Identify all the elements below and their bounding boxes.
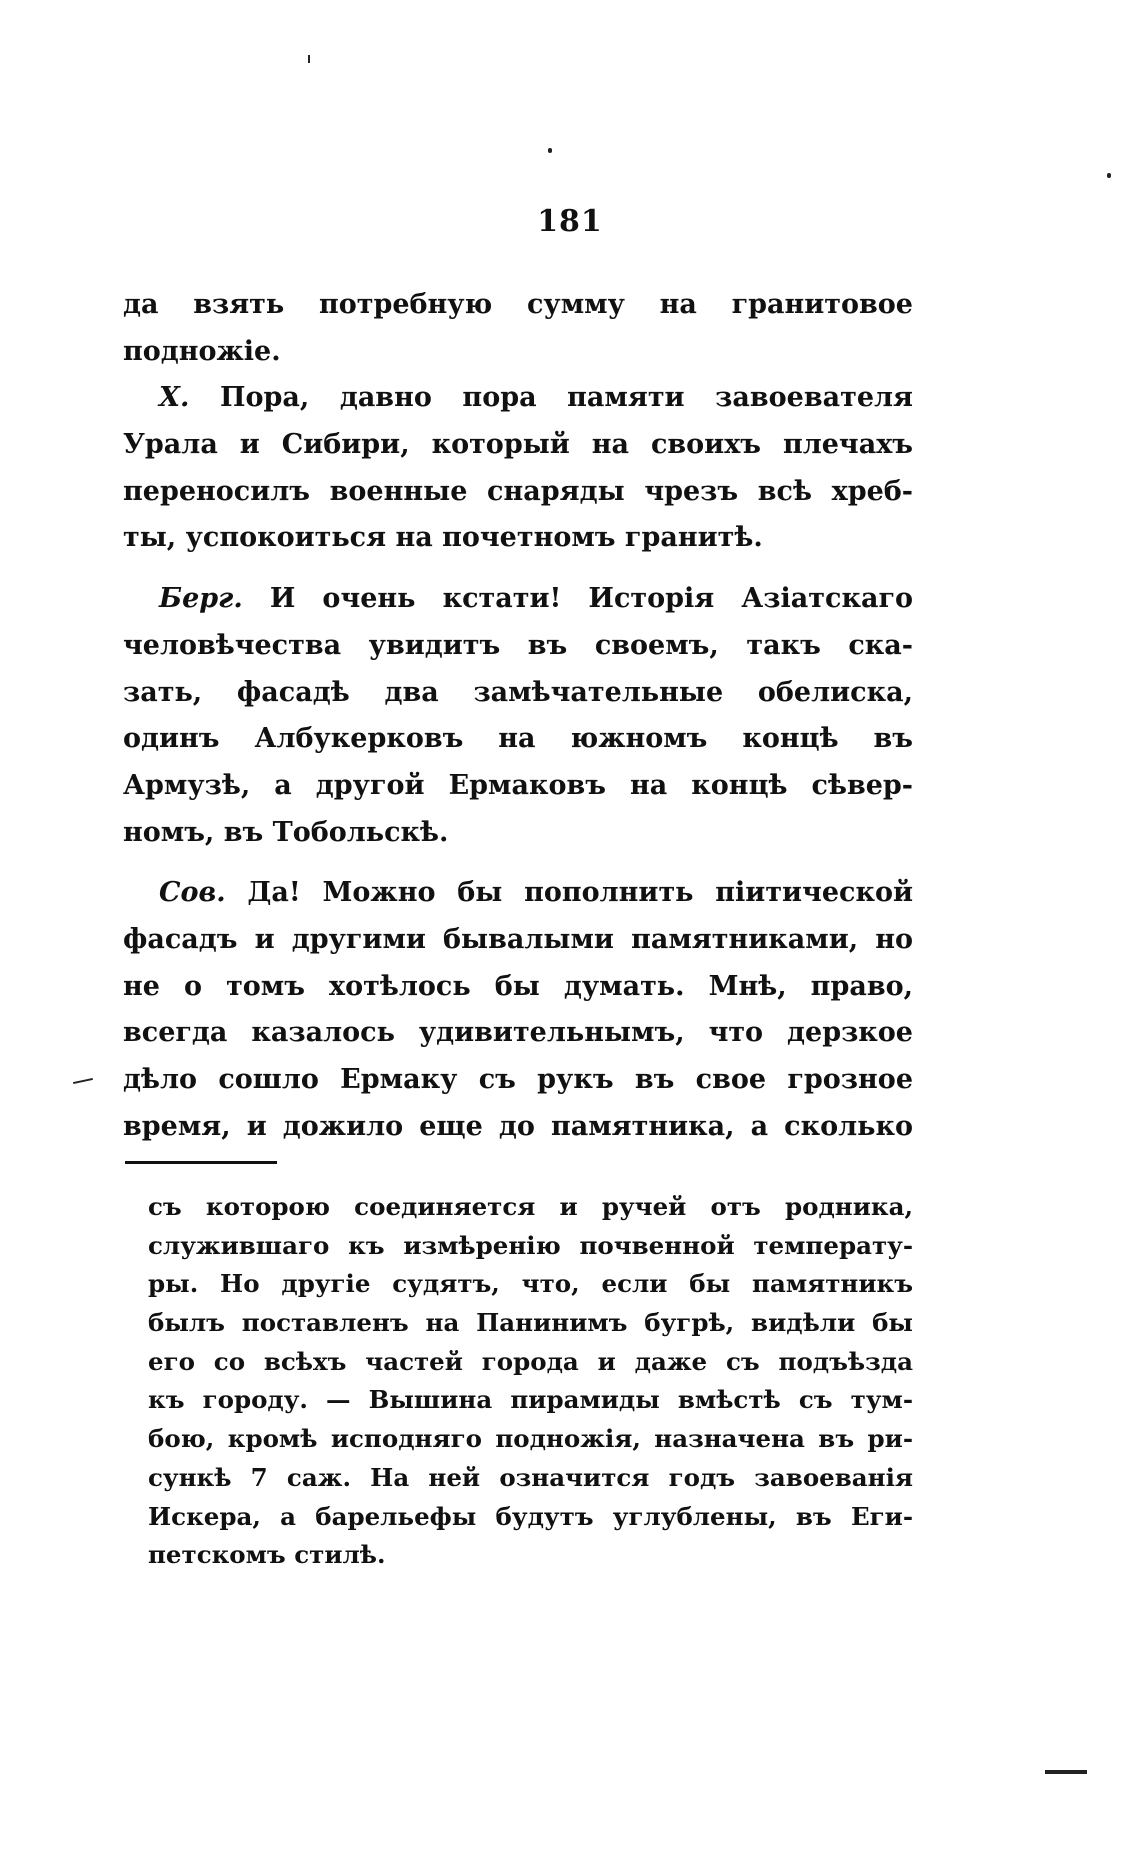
line-text: Урала и Сибири, который на своихъ плечахъ xyxy=(123,429,913,461)
line-text: И очень кстати! Исторія Азіатскаго xyxy=(242,583,913,615)
text-line xyxy=(123,329,913,376)
paragraph-gap xyxy=(123,562,913,576)
line-text: не о томъ хотѣлось бы думать. Мнѣ, право, xyxy=(123,970,913,1002)
main-text xyxy=(123,282,913,1150)
line-text: переносилъ военные снаряды чрезъ всѣ хреб- xyxy=(123,475,913,507)
text-line xyxy=(123,716,913,763)
footnote-line: сункѣ 7 саж. На ней означится годъ завоеванія xyxy=(148,1462,913,1492)
footnote-divider xyxy=(125,1161,277,1164)
text-line xyxy=(123,576,913,623)
footnote-line: Искера, а барельефы будутъ углублены, въ Еги- xyxy=(148,1501,913,1531)
footnote-line: съ которою соединяется и ручей отъ родника, xyxy=(148,1192,913,1221)
footnote-line: ры. Но другіе судятъ, что, если бы памятникъ xyxy=(148,1269,913,1299)
text-line xyxy=(123,282,913,329)
scan-stroke xyxy=(73,1078,93,1084)
text-line xyxy=(123,1057,913,1104)
line-text: Пора, давно пора памяти завоевателя xyxy=(189,382,913,414)
line-text: подножіе. xyxy=(123,335,281,367)
line-text: номъ, въ Тобольскѣ. xyxy=(123,816,449,848)
scan-speck xyxy=(1107,173,1111,178)
footnote-line: къ городу. — Вышина пирамиды вмѣстѣ съ тум- xyxy=(148,1385,913,1415)
scan-speck xyxy=(548,148,552,153)
text-line xyxy=(123,469,913,516)
scan-stroke xyxy=(1045,1770,1087,1774)
text-line xyxy=(123,763,913,810)
line-text: Да! Можно бы пополнить піитической xyxy=(225,877,913,909)
text-line xyxy=(123,515,913,562)
line-text: дѣло сошло Ермаку съ рукъ въ свое грозное xyxy=(123,1064,913,1095)
text-line xyxy=(123,1104,913,1151)
line-text: человѣчества увидитъ въ своемъ, такъ ска- xyxy=(123,629,913,661)
scan-speck xyxy=(308,55,310,63)
speaker-name: Х. xyxy=(159,382,190,414)
line-text: да взять потребную сумму на гранитовое xyxy=(123,289,913,320)
footnote-line: петскомъ стилѣ. xyxy=(148,1540,386,1570)
text-line xyxy=(123,623,913,670)
line-text: зать, фасадѣ два замѣчательные обелиска, xyxy=(123,676,913,708)
line-text: всегда казалось удивительнымъ, что дерзкое xyxy=(123,1017,913,1049)
footnote-text xyxy=(148,1188,913,1575)
text-line xyxy=(123,870,913,917)
footnote-line: служившаго къ измѣренію почвенной температу- xyxy=(148,1230,913,1260)
line-text: одинъ Албукерковъ на южномъ концѣ въ xyxy=(123,723,913,755)
text-line xyxy=(123,422,913,469)
footnote-line: бою, кромѣ исподняго подножія, назначена въ ри- xyxy=(148,1424,913,1454)
line-text: Армузѣ, а другой Ермаковъ на концѣ сѣвер- xyxy=(123,769,913,801)
text-line xyxy=(123,964,913,1011)
speaker-name: Берг. xyxy=(159,583,243,615)
text-line xyxy=(123,917,913,964)
line-text: ты, успокоиться на почетномъ гранитѣ. xyxy=(123,522,763,554)
text-line xyxy=(123,1010,913,1057)
footnote-line: былъ поставленъ на Панинимъ бугрѣ, видѣли бы xyxy=(148,1308,913,1338)
paragraph-gap xyxy=(123,856,913,870)
line-text: фасадъ и другими бывалыми памятниками, но xyxy=(123,923,913,955)
text-line xyxy=(123,810,913,857)
text-line xyxy=(123,670,913,717)
text-line xyxy=(123,375,913,422)
footnote-line: его со всѣхъ частей города и даже съ подъѣзда xyxy=(148,1346,913,1376)
speaker-name: Сов. xyxy=(159,877,226,909)
page-number: 181 xyxy=(537,204,603,239)
line-text: время, и дожило еще до памятника, а сколько xyxy=(123,1110,913,1142)
